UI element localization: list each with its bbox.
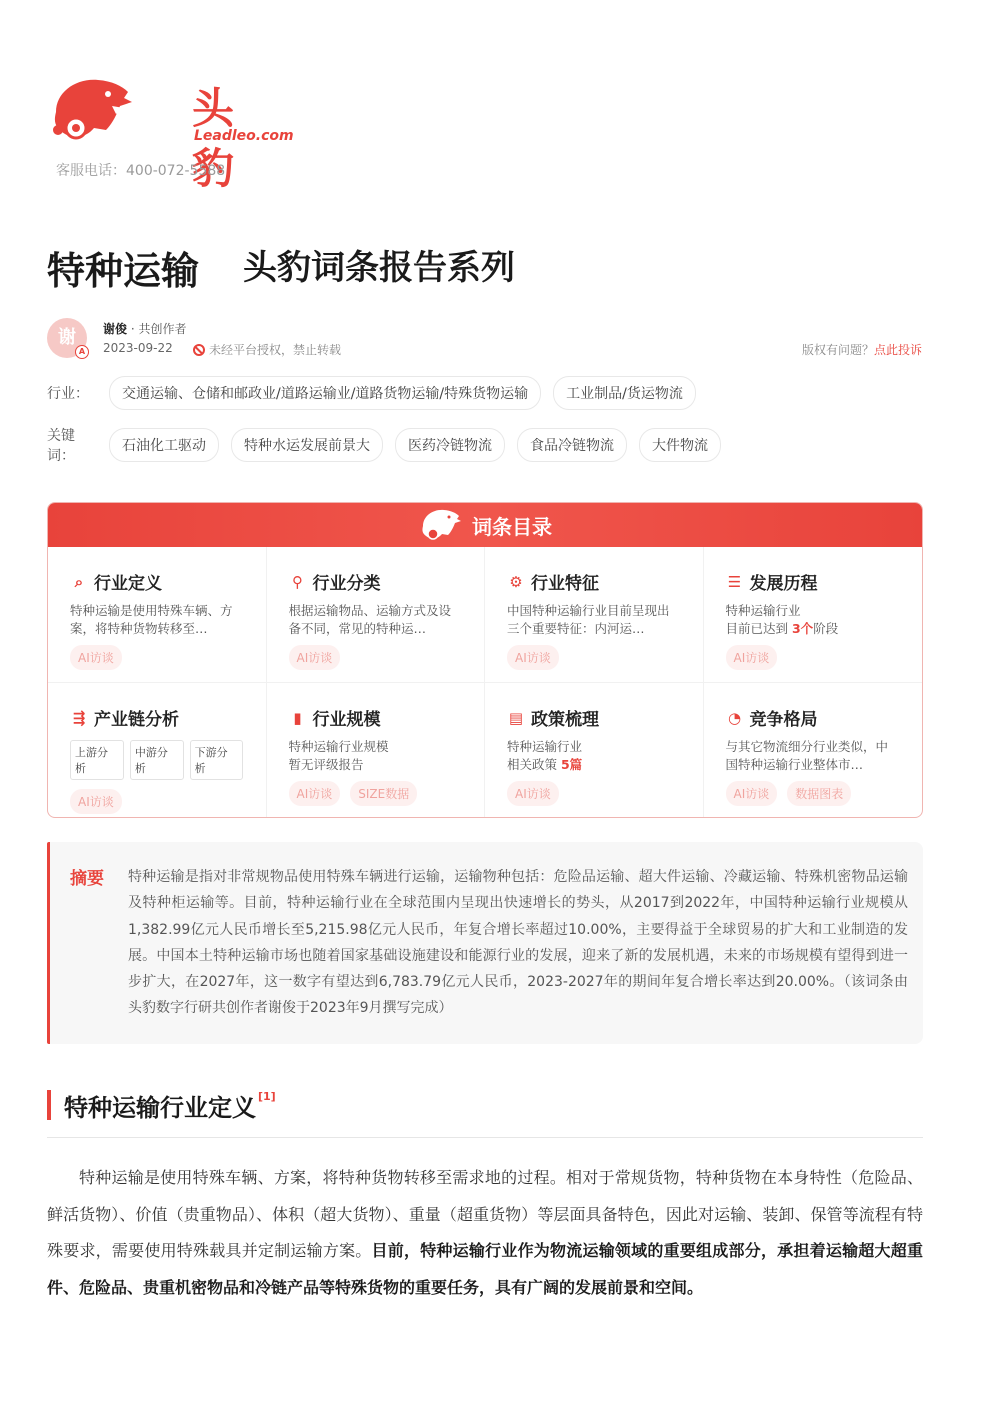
industry-label: 行业： [47, 386, 89, 402]
keyword-tag[interactable]: 医药冷链物流 [395, 428, 505, 462]
downstream-button[interactable]: 下游分析 [190, 740, 244, 780]
catalog-item-desc [507, 738, 681, 774]
ai-interview-button[interactable]: AI访谈 [70, 789, 122, 814]
section-divider [47, 1137, 923, 1138]
leopard-logo-icon [46, 72, 138, 148]
keyword-tags [47, 425, 721, 465]
desc-line [507, 756, 681, 774]
midstream-button[interactable]: 中游分析 [130, 740, 184, 780]
bar-chart-icon: ▮ [293, 708, 302, 727]
pie-chart-icon: ◔ [727, 708, 742, 727]
ai-interview-button[interactable]: AI访谈 [289, 781, 341, 806]
service-phone: 客服电话：400-072-5588 [56, 163, 226, 179]
catalog-item-classification[interactable] [267, 547, 486, 683]
catalog-item-desc [726, 602, 901, 638]
catalog-panel [47, 502, 923, 818]
catalog-title: 词条目录 [472, 514, 552, 539]
search-icon: ⌕ [74, 572, 84, 591]
keywords-label: 关键词： [47, 428, 75, 464]
industry-tag[interactable]: 工业制品/货运物流 [553, 376, 696, 410]
copyright-question: 版权有问题？ [801, 343, 874, 357]
ai-interview-button[interactable]: AI访谈 [70, 645, 122, 670]
reprint-notice [193, 341, 341, 358]
chain-flow-icon: ⇶ [72, 708, 86, 727]
catalog-item-title: 发展历程 [749, 574, 818, 594]
avatar[interactable]: 谢 [47, 318, 87, 358]
catalog-item-title: 行业定义 [94, 574, 162, 594]
section-accent-bar [47, 1090, 51, 1120]
catalog-item-features[interactable] [485, 547, 704, 683]
author-badge-icon: A [75, 345, 89, 359]
catalog-item-competition[interactable] [704, 683, 923, 818]
catalog-item-desc: 根据运输物品、运输方式及设备不同，常见的特种运… [288, 603, 452, 636]
author-role: · 共创作者 [130, 322, 187, 336]
catalog-item-title: 政策梳理 [531, 710, 599, 730]
policy-count: 5篇 [560, 757, 583, 772]
desc-text: 相关政策 [507, 757, 561, 772]
catalog-item-policy[interactable] [485, 683, 704, 818]
logo-chinese-text: 头豹 [192, 84, 237, 193]
industry-tags [47, 376, 696, 410]
catalog-item-title: 产业链分析 [94, 710, 179, 730]
ai-interview-button[interactable]: AI访谈 [726, 645, 778, 670]
body-text-bold: 目前，特种运输行业作为物流运输领域的重要组成部分，承担着运输超大超重件、危险品、贵重机密物品和冷链产品等特殊货物的重要任务，具有广阔的发展前景和空间。 [47, 1241, 923, 1297]
catalog-item-title: 行业规模 [312, 710, 381, 730]
section-title [64, 1088, 276, 1123]
catalog-header [48, 503, 922, 547]
reprint-notice-text: 未经平台授权，禁止转载 [209, 343, 342, 357]
catalog-item-definition[interactable] [48, 547, 267, 683]
ai-interview-button[interactable]: AI访谈 [507, 645, 559, 670]
section-body [47, 1160, 923, 1306]
summary-label: 摘要 [70, 869, 104, 889]
stage-count: 3个 [791, 621, 814, 636]
desc-line [726, 620, 901, 638]
data-chart-button[interactable]: 数据图表 [787, 781, 851, 806]
feature-icon: ⚙ [509, 572, 523, 591]
upstream-button[interactable]: 上游分析 [70, 740, 124, 780]
author-name[interactable]: 谢俊 [103, 322, 128, 336]
ai-interview-button[interactable]: AI访谈 [507, 781, 559, 806]
logo-english-text: Leadleo.com [194, 128, 294, 144]
report-series-title: 头豹词条报告系列 [243, 248, 515, 288]
catalog-item-title: 竞争格局 [749, 710, 818, 730]
catalog-item-desc: 特种运输是使用特殊车辆、方案，将特种货物转移至… [70, 603, 233, 636]
hierarchy-icon: ⚲ [292, 572, 303, 591]
size-data-button[interactable]: SIZE数据 [350, 781, 417, 806]
body-text-normal: 特种运输是使用特殊车辆、方案，将特种货物转移至需求地的过程。相对于常规货物，特种货物在本身特性（危险品、鲜活货物）、价值（贵重物品）、体积（超大货物）、重量（超重货物）等层面具备特色，因此对运输、装卸、保管等流程有特殊要求，需要使用特殊载具并定制运输方案。 [47, 1168, 923, 1260]
desc-text: 目前已达到 [725, 621, 792, 636]
desc-line: 特种运输行业 [507, 739, 583, 754]
catalog-item-desc: 中国特种运输行业目前呈现出三个重要特征：内河运… [507, 603, 670, 636]
summary-box [47, 842, 923, 1044]
desc-line: 特种运输行业规模 [288, 739, 389, 754]
page-title: 特种运输 [47, 249, 200, 293]
keyword-tag[interactable]: 石油化工驱动 [109, 428, 219, 462]
industry-tag[interactable]: 交通运输、仓储和邮政业/道路运输业/道路货物运输/特殊货物运输 [109, 376, 541, 410]
catalog-item-desc: 与其它物流细分行业类似，中国特种运输行业整体市… [725, 739, 889, 772]
catalog-item-title: 行业特征 [531, 574, 599, 594]
keyword-tag[interactable]: 特种水运发展前景大 [231, 428, 383, 462]
copyright-complaint [802, 341, 922, 358]
catalog-item-market-size[interactable] [267, 683, 486, 818]
desc-text: 阶段 [813, 621, 839, 636]
catalog-item-desc [289, 738, 463, 774]
section-title-text: 特种运输行业定义 [64, 1094, 256, 1122]
prohibited-icon [193, 344, 205, 356]
reference-link[interactable]: [1] [258, 1090, 276, 1103]
keyword-tag[interactable]: 大件物流 [639, 428, 721, 462]
catalog-item-history[interactable] [704, 547, 923, 683]
desc-line: 暂无评级报告 [288, 757, 364, 772]
summary-text: 特种运输是指对非常规物品使用特殊车辆进行运输，运输物种包括：危险品运输、超大件运输、冷藏运输、特殊机密物品运输及特种柜运输等。目前，特种运输行业在全球范围内呈现出快速增长的势头，从2017到2022年，中国特种运输行业规模从1,382.99亿元人民币增长至5,215.98亿元人民币，年复合增长率超过10.00%，主要得益于全球贸易的扩大和工业制造的发展。中国本土特种运输市场也随着国家基础设施建设和能源行业的发展，迎来了新的发展机遇，未来的市场规模有望得到进一步扩大，在2027年，这一数字有望达到6,783.79亿元人民币，2023-2027年的期间年复合增长率达到20.00%。（该词条由头豹数字行研共创作者谢俊于2023年9月撰写完成） [128, 869, 908, 1017]
leopard-logo-icon [418, 505, 464, 545]
publish-date: 2023-09-22 [103, 341, 173, 355]
complaint-link[interactable]: 点此投诉 [873, 343, 922, 357]
author-line [103, 320, 186, 337]
desc-line: 特种运输行业 [725, 603, 801, 618]
document-icon: ▤ [508, 708, 524, 727]
catalog-item-title: 行业分类 [312, 574, 381, 594]
ai-interview-button[interactable]: AI访谈 [289, 645, 341, 670]
keyword-tag[interactable]: 食品冷链物流 [517, 428, 627, 462]
catalog-item-industry-chain[interactable] [48, 683, 267, 818]
ai-interview-button[interactable]: AI访谈 [726, 781, 778, 806]
timeline-icon: ☰ [727, 572, 742, 591]
